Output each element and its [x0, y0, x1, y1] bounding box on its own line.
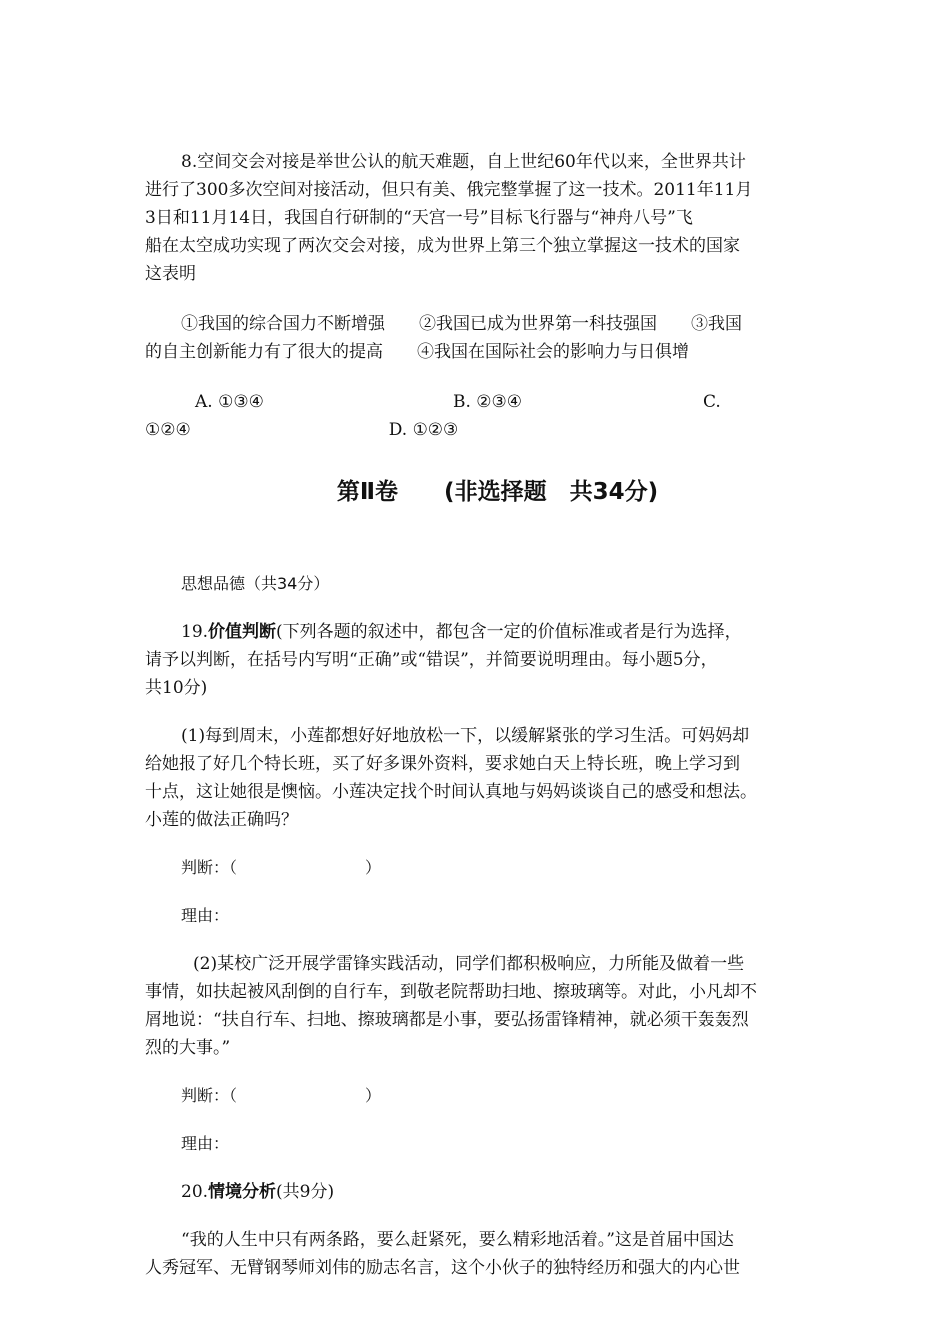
q8-statements-line-2: 的自主创新能力有了很大的提高 ④我国在国际社会的影响力与日俱增 [145, 342, 689, 362]
q20-heading [145, 1178, 810, 1206]
q20-text-line-2: 人秀冠军、无臂钢琴师刘伟的励志名言，这个小伙子的独特经历和强大的内心世 [145, 1258, 740, 1278]
q19-item1-line-2: 给她报了好几个特长班，买了好多课外资料，要求她白天上特长班，晚上学习到 [145, 754, 740, 774]
section-title: 第Ⅱ卷 (非选择题 共34分) [336, 479, 659, 505]
q8-statements-line-1: ①我国的综合国力不断增强 ②我国已成为世界第一科技强国 ③我国 [181, 314, 742, 334]
q8-options-row-2 [145, 416, 810, 444]
q19-head: 价值判断 [208, 622, 277, 642]
q8-option-c-value: ①②④ [145, 420, 191, 440]
q8-option-b: B. ②③④ [453, 392, 523, 412]
q19-number: 19. [181, 622, 209, 642]
q19-item1-judge: 判断：（ ） [181, 858, 382, 877]
q8-stem-line-4: 船在太空成功实现了两次交会对接，成为世界上第三个独立掌握这一技术的国家 [145, 236, 740, 256]
q19-intro-line-3: 共10分) [145, 678, 208, 698]
question-19 [145, 618, 810, 1158]
q8-option-a: A. ①③④ [195, 392, 264, 412]
q19-item2-line-1: (2)某校广泛开展学雷锋实践活动，同学们都积极响应，力所能及做着一些 [193, 954, 745, 974]
q19-intro-line-2: 请予以判断，在括号内写明“正确”或“错误”，并简要说明理由。每小题5分， [145, 650, 718, 670]
subject-heading: 思想品德（共34分） [181, 574, 330, 593]
q8-options-row-1 [145, 388, 810, 416]
q8-stem-line-3: 3日和11月14日，我国自行研制的“天宫一号”目标飞行器与“神舟八号”飞 [145, 208, 693, 228]
q19-item-1 [145, 722, 810, 834]
q8-option-d: D. ①②③ [388, 420, 459, 440]
q20-head: 情境分析 [208, 1182, 277, 1202]
q19-item1-reason: 理由： [181, 906, 230, 925]
q19-item2-line-2: 事情，如扶起被风刮倒的自行车，到敬老院帮助扫地、擦玻璃等。对此，小凡却不 [145, 982, 757, 1002]
q8-stem-line-5: 这表明 [145, 264, 196, 284]
page-content [145, 148, 810, 1282]
q19-item2-line-4: 烈的大事。” [145, 1038, 231, 1058]
q19-item2-judge: 判断：（ ） [181, 1086, 382, 1105]
q19-item1-line-4: 小莲的做法正确吗？ [145, 810, 298, 830]
q19-intro-rest: (下列各题的叙述中，都包含一定的价值标准或者是行为选择， [276, 622, 742, 642]
q19-item2-line-3: 屑地说：“扶自行车、扫地、擦玻璃都是小事，要弘扬雷锋精神，就必须干轰轰烈 [145, 1010, 749, 1030]
q8-stem-line-2: 进行了300多次空间对接活动，但只有美、俄完整掌握了这一技术。2011年11月 [145, 180, 753, 200]
question-20 [145, 1178, 810, 1282]
q19-intro-line-1 [145, 618, 810, 646]
q19-item1-line-1: (1)每到周末，小莲都想好好地放松一下，以缓解紧张的学习生活。可妈妈却 [181, 726, 750, 746]
q19-item-2 [145, 950, 810, 1062]
q8-stem-line-1: 8.空间交会对接是举世公认的航天难题，自上世纪60年代以来，全世界共计 [181, 152, 746, 172]
q19-item1-line-3: 十点，这让她很是懊恼。小莲决定找个时间认真地与妈妈谈谈自己的感受和想法。 [145, 782, 757, 802]
q20-text-line-1: “我的人生中只有两条路，要么赶紧死，要么精彩地活着。”这是首届中国达 [181, 1230, 734, 1250]
q8-option-c-label: C. [703, 392, 721, 412]
q20-number: 20. [181, 1182, 209, 1202]
q19-item2-reason: 理由： [181, 1134, 230, 1153]
question-8 [145, 148, 810, 444]
q20-score: (共9分) [276, 1182, 335, 1202]
